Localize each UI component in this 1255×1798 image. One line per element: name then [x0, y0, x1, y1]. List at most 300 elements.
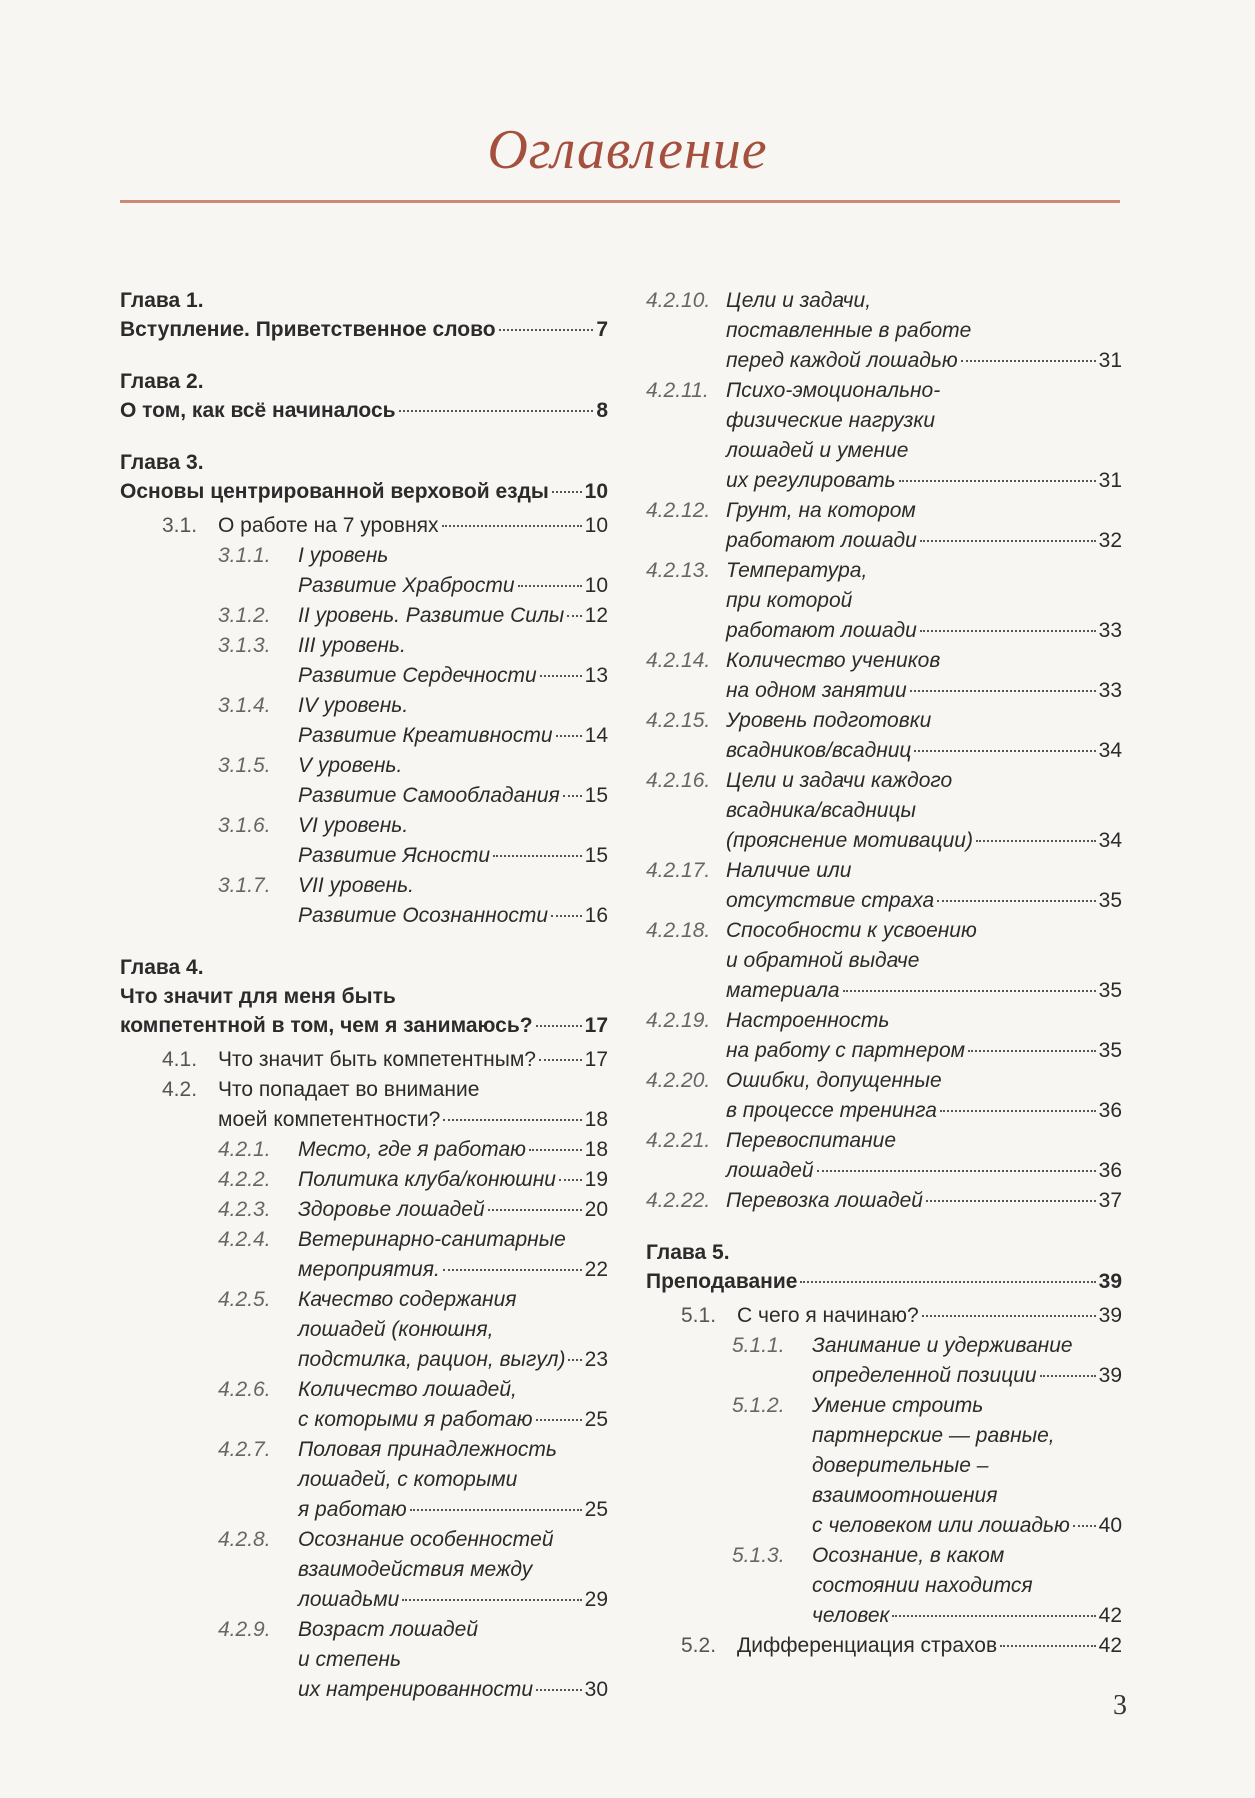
toc-entry-body	[726, 916, 1122, 1006]
toc-entry[interactable]	[646, 1331, 1122, 1391]
toc-entry-line	[298, 1165, 608, 1195]
dot-leader	[399, 410, 594, 412]
toc-entry-body	[298, 691, 608, 751]
toc-entry[interactable]	[646, 1126, 1122, 1186]
toc-entry-line: Температура,	[726, 559, 868, 582]
toc-entry-line: лошадей (конюшня,	[298, 1318, 494, 1341]
toc-entry[interactable]	[120, 631, 608, 691]
toc-page-number: 42	[1098, 1634, 1122, 1657]
toc-entry-number: 4.2.15.	[646, 709, 711, 732]
toc-entry-line: Качество содержания	[298, 1288, 517, 1311]
toc-entry-text: Политика клуба/конюшни	[298, 1168, 556, 1191]
toc-entry-text: Развитие Осознанности	[298, 904, 549, 927]
toc-entry-number: 4.2.18.	[646, 919, 711, 942]
toc-entry[interactable]	[646, 1066, 1122, 1126]
dot-leader	[536, 1419, 582, 1421]
toc-entry-line: физические нагрузки	[726, 409, 936, 432]
toc-entry-text: перед каждой лошадью	[726, 349, 958, 372]
toc-entry-number: 3.1.2.	[218, 604, 271, 627]
toc-entry-number: 3.1.1.	[218, 544, 271, 567]
toc-entry[interactable]	[646, 1006, 1122, 1066]
toc-entry-text: их натренированности	[298, 1678, 534, 1701]
dot-leader	[442, 525, 582, 527]
toc-entry-line: Грунт, на котором	[726, 499, 916, 522]
toc-entry-line	[812, 1361, 1122, 1391]
toc-entry-body	[298, 541, 608, 601]
toc-entry[interactable]	[646, 496, 1122, 556]
toc-entry-text: подстилка, рацион, выгул)	[298, 1348, 566, 1371]
toc-entry-text: с которыми я работаю	[298, 1408, 533, 1431]
toc-page-number: 10	[584, 480, 608, 503]
toc-entry[interactable]	[646, 1541, 1122, 1631]
chapter-title-line	[120, 315, 608, 345]
toc-entry-text: Здоровье лошадей	[298, 1198, 485, 1221]
toc-entry[interactable]	[120, 1435, 608, 1525]
toc-entry-number: 4.2.	[162, 1078, 198, 1101]
toc-entry-line	[726, 736, 1122, 766]
toc-entry-body	[298, 1165, 608, 1195]
dot-leader	[488, 1209, 582, 1211]
toc-entry[interactable]	[646, 286, 1122, 376]
toc-entry-line: поставленные в работе	[726, 319, 972, 342]
toc-entry-line: Количество лошадей,	[298, 1378, 517, 1401]
toc-entry-line	[218, 511, 608, 541]
dot-leader	[892, 1615, 1095, 1617]
toc-entry-line	[726, 976, 1122, 1006]
toc-entry-line: VII уровень.	[298, 874, 414, 897]
toc-entry[interactable]	[120, 1615, 608, 1705]
toc-entry-line	[298, 1495, 608, 1525]
toc-entry-line	[298, 601, 608, 631]
toc-entry-text: в процессе тренинга	[726, 1099, 937, 1122]
toc-entry-number: 4.2.6.	[218, 1378, 271, 1401]
toc-entry[interactable]	[646, 1391, 1122, 1541]
toc-chapter[interactable]	[120, 367, 608, 426]
toc-entry-text: я работаю	[298, 1498, 407, 1521]
dot-leader	[552, 491, 582, 493]
toc-entry-line: и обратной выдаче	[726, 949, 920, 972]
toc-entry-line	[726, 676, 1122, 706]
toc-entry-line	[737, 1631, 1122, 1661]
toc-entry-line	[298, 721, 608, 751]
toc-entry-line	[726, 346, 1122, 376]
toc-entry-text: Развитие Самообладания	[298, 784, 560, 807]
chapter-label: Глава 2.	[120, 370, 204, 393]
toc-page-number: 10	[584, 574, 608, 597]
toc-entry-line	[120, 1011, 608, 1041]
toc-page-number: 8	[596, 399, 608, 422]
toc-entry-number: 4.2.12.	[646, 499, 711, 522]
toc-entry-body	[726, 1186, 1122, 1216]
toc-page-number: 18	[584, 1138, 608, 1161]
toc-entry[interactable]	[120, 511, 608, 541]
toc-entry-body	[726, 856, 1122, 916]
toc-entry[interactable]	[120, 601, 608, 631]
toc-entry[interactable]	[120, 871, 608, 931]
toc-entry-line: I уровень	[298, 544, 389, 567]
toc-page-number: 40	[1098, 1514, 1122, 1537]
toc-entry[interactable]	[120, 541, 608, 601]
toc-entry-line: состоянии находится	[812, 1574, 1033, 1597]
toc-entry[interactable]	[120, 1285, 608, 1375]
toc-entry-line	[298, 1585, 608, 1615]
chapter-label: Глава 1.	[120, 289, 204, 312]
toc-page-number: 35	[1098, 979, 1122, 1002]
dot-leader	[563, 795, 582, 797]
toc-page-number: 10	[584, 514, 608, 537]
toc-entry-line: Психо-эмоционально-	[726, 379, 941, 402]
dot-leader	[443, 1119, 581, 1121]
toc-entry-line: Ошибки, допущенные	[726, 1069, 942, 1092]
toc-entry-line	[726, 1036, 1122, 1066]
toc-entry-text: лошадьми	[298, 1588, 400, 1611]
toc-entry-line	[120, 396, 608, 426]
toc-entry[interactable]	[120, 751, 608, 811]
dot-leader	[1073, 1525, 1096, 1527]
toc-entry-line	[737, 1301, 1122, 1331]
toc-entry-number: 4.2.21.	[646, 1129, 711, 1152]
toc-entry-text: II уровень. Развитие Силы	[298, 604, 565, 627]
toc-entry-body	[726, 646, 1122, 706]
toc-entry-line	[298, 841, 608, 871]
toc-entry-body	[298, 1375, 608, 1435]
toc-entry-line	[218, 1045, 608, 1075]
toc-entry-line	[726, 616, 1122, 646]
toc-entry-body	[726, 1006, 1122, 1066]
dot-leader	[800, 1281, 1095, 1283]
toc-entry-line: Цели и задачи каждого	[726, 769, 953, 792]
toc-entry-body	[298, 1615, 608, 1705]
toc-entry-line	[726, 526, 1122, 556]
toc-page-number: 14	[584, 724, 608, 747]
toc-entry-body	[737, 1301, 1122, 1331]
toc-entry-number: 5.1.3.	[732, 1544, 785, 1567]
toc-entry[interactable]	[646, 646, 1122, 706]
toc-entry[interactable]	[646, 556, 1122, 646]
toc-entry-number: 5.1.1.	[732, 1334, 785, 1357]
toc-entry-body	[218, 1045, 608, 1075]
chapter-title-line	[120, 1011, 608, 1041]
toc-entry-body	[726, 1126, 1122, 1186]
toc-page-number: 15	[584, 784, 608, 807]
toc-entry-body	[298, 1225, 608, 1285]
toc-entry-text: на одном занятии	[726, 679, 907, 702]
toc-entry-line	[298, 1195, 608, 1225]
toc-entry[interactable]	[646, 766, 1122, 856]
toc-entry-body	[298, 1195, 608, 1225]
toc-entry-line: Умение строить	[812, 1394, 984, 1417]
toc-entry[interactable]	[120, 1075, 608, 1135]
toc-entry-line	[726, 466, 1122, 496]
toc-entry-number: 3.1.6.	[218, 814, 271, 837]
toc-entry-line: Осознание особенностей	[298, 1528, 554, 1551]
toc-entry-line	[218, 1105, 608, 1135]
dot-leader	[551, 915, 582, 917]
toc-chapter[interactable]	[120, 953, 608, 1041]
dot-leader	[922, 1315, 1096, 1317]
toc-entry-text: О работе на 7 уровнях	[218, 514, 439, 537]
page-title: Оглавление	[487, 119, 768, 181]
toc-entry[interactable]	[646, 916, 1122, 1006]
toc-page-number: 17	[584, 1048, 608, 1071]
toc-entry-line	[298, 661, 608, 691]
toc-entry-line	[726, 1096, 1122, 1126]
toc-page-number: 35	[1098, 1039, 1122, 1062]
dot-leader	[536, 1689, 582, 1691]
toc-page-number: 37	[1098, 1189, 1122, 1212]
dot-leader	[540, 675, 582, 677]
toc-entry-body	[298, 871, 608, 931]
toc-page-number: 25	[584, 1498, 608, 1521]
toc-entry-number: 4.2.5.	[218, 1288, 271, 1311]
toc-entry-text: лошадей	[726, 1159, 814, 1182]
dot-leader	[529, 1149, 582, 1151]
toc-entry-line	[298, 781, 608, 811]
toc-entry-number: 4.2.9.	[218, 1618, 271, 1641]
toc-entry[interactable]	[646, 376, 1122, 496]
dot-leader	[910, 690, 1096, 692]
toc-entry[interactable]	[120, 691, 608, 751]
toc-entry-line: и степень	[298, 1648, 402, 1671]
toc-entry-number: 4.2.4.	[218, 1228, 271, 1251]
dot-leader	[920, 630, 1096, 632]
toc-entry-line	[298, 1675, 608, 1705]
toc-entry-text: отсутствие страха	[726, 889, 935, 912]
chapter-title-line	[120, 477, 608, 507]
toc-page-number: 33	[1098, 679, 1122, 702]
toc-entry-text: всадников/всадниц	[726, 739, 912, 762]
toc-entry-line: Настроенность	[726, 1009, 890, 1032]
toc-entry-text: Развитие Ясности	[298, 844, 491, 867]
toc-entry-line	[298, 1135, 608, 1165]
toc-entry[interactable]	[646, 1631, 1122, 1661]
dot-leader	[937, 900, 1095, 902]
dot-leader	[961, 360, 1096, 362]
toc-entry[interactable]	[120, 1135, 608, 1165]
toc-entry[interactable]	[120, 1165, 608, 1195]
toc-entry-line: Цели и задачи,	[726, 289, 872, 312]
toc-entry-text: О том, как всё начиналось	[120, 399, 396, 422]
toc-entry-line	[812, 1601, 1122, 1631]
toc-entry-line: IV уровень.	[298, 694, 409, 717]
dot-leader	[899, 480, 1096, 482]
toc-entry-line: Перевоспитание	[726, 1129, 897, 1152]
dot-leader	[1000, 1645, 1096, 1647]
toc-entry-line: Способности к усвоению	[726, 919, 977, 942]
toc-entry-text: Что значит быть компетентным?	[218, 1048, 536, 1071]
toc-entry[interactable]	[120, 1225, 608, 1285]
toc-entry-body	[812, 1331, 1122, 1391]
toc-entry-number: 4.2.17.	[646, 859, 711, 882]
toc-entry-line: Занимание и удерживание	[812, 1334, 1073, 1357]
dot-leader	[539, 1059, 582, 1061]
toc-entry-body	[812, 1541, 1122, 1631]
toc-entry-line	[726, 886, 1122, 916]
toc-entry-line	[298, 901, 608, 931]
toc-entry-body	[298, 1135, 608, 1165]
toc-entry-number: 3.1.3.	[218, 634, 271, 657]
toc-entry[interactable]	[646, 706, 1122, 766]
toc-entry-body	[737, 1631, 1122, 1661]
toc-entry-line: Половая принадлежность	[298, 1438, 557, 1461]
dot-leader	[443, 1269, 582, 1271]
toc-entry-text: человек	[812, 1604, 890, 1627]
toc-entry-number: 4.2.7.	[218, 1438, 271, 1461]
page-number: 3	[1113, 1690, 1127, 1721]
dot-leader	[843, 990, 1096, 992]
toc-entry-text: Развитие Сердечности	[298, 664, 537, 687]
toc-entry-body	[726, 766, 1122, 856]
toc-entry-number: 4.2.3.	[218, 1198, 271, 1221]
toc-entry-text: работают лошади	[726, 529, 917, 552]
toc-entry-text: компетентной в том, чем я занимаюсь?	[120, 1014, 533, 1037]
toc-page-number: 30	[584, 1678, 608, 1701]
dot-leader	[920, 540, 1096, 542]
dot-leader	[976, 840, 1096, 842]
toc-chapter[interactable]	[646, 1238, 1122, 1297]
toc-entry-body	[298, 631, 608, 691]
toc-entry-text: на работу с партнером	[726, 1039, 966, 1062]
toc-entry-line: Уровень подготовки	[726, 709, 932, 732]
toc-entry-text: Развитие Храбрости	[298, 574, 515, 597]
dot-leader	[559, 1179, 582, 1181]
toc-entry-line	[120, 477, 608, 507]
toc-entry-body	[298, 1435, 608, 1525]
toc-entry-line: Количество учеников	[726, 649, 941, 672]
toc-entry-line: при которой	[726, 589, 853, 612]
toc-entry-text: Основы центрированной верховой езды	[120, 480, 549, 503]
toc-entry-line: взаимоотношения	[812, 1484, 998, 1507]
toc-column-right	[646, 286, 1122, 1661]
toc-entry-text: С чего я начинаю?	[737, 1304, 919, 1327]
toc-entry-line: VI уровень.	[298, 814, 409, 837]
chapter-title-line	[120, 396, 608, 426]
toc-page-number: 35	[1098, 889, 1122, 912]
toc-entry-text: Развитие Креативности	[298, 724, 553, 747]
toc-entry-number: 4.2.16.	[646, 769, 711, 792]
toc-entry-number: 4.2.1.	[218, 1138, 271, 1161]
toc-page-number: 31	[1098, 349, 1122, 372]
toc-entry-body	[218, 1075, 608, 1135]
toc-entry[interactable]	[646, 1301, 1122, 1331]
toc-page-number: 12	[584, 604, 608, 627]
dot-leader	[402, 1599, 581, 1601]
toc-entry-text: Преподавание	[646, 1270, 798, 1293]
toc-entry-body	[218, 511, 608, 541]
dot-leader	[518, 585, 582, 587]
toc-entry-number: 4.2.8.	[218, 1528, 271, 1551]
toc-entry-body	[726, 1066, 1122, 1126]
toc-page-number: 16	[584, 904, 608, 927]
toc-entry-number: 3.1.7.	[218, 874, 271, 897]
toc-entry[interactable]	[120, 1195, 608, 1225]
toc-page-number: 31	[1098, 469, 1122, 492]
toc-entry-number: 3.1.5.	[218, 754, 271, 777]
dot-leader	[926, 1200, 1096, 1202]
toc-entry-body	[298, 1285, 608, 1375]
toc-entry-text: мероприятия.	[298, 1258, 440, 1281]
toc-page-number: 7	[596, 318, 608, 341]
toc-entry-number: 3.1.4.	[218, 694, 271, 717]
toc-entry-line	[726, 1156, 1122, 1186]
dot-leader	[410, 1509, 582, 1511]
dot-leader	[817, 1170, 1096, 1172]
dot-leader	[1040, 1375, 1096, 1377]
toc-entry-line	[298, 1405, 608, 1435]
toc-entry[interactable]	[120, 1375, 608, 1435]
toc-page-number: 15	[584, 844, 608, 867]
toc-entry-line: взаимодействия между	[298, 1558, 533, 1581]
toc-entry[interactable]	[646, 1186, 1122, 1216]
toc-entry-line	[298, 1255, 608, 1285]
toc-entry[interactable]	[120, 1525, 608, 1615]
dot-leader	[499, 329, 594, 331]
toc-page-number: 33	[1098, 619, 1122, 642]
toc-entry-number: 4.2.20.	[646, 1069, 711, 1092]
toc-page-number: 18	[584, 1108, 608, 1131]
toc-entry-text: Перевозка лошадей	[726, 1189, 923, 1212]
toc-page-number: 25	[584, 1408, 608, 1431]
toc-page-number: 19	[584, 1168, 608, 1191]
toc-chapter[interactable]	[120, 448, 608, 507]
toc-page-number: 29	[584, 1588, 608, 1611]
toc-entry-body	[726, 496, 1122, 556]
toc-entry-line	[298, 1345, 608, 1375]
toc-entry-body	[726, 286, 1122, 376]
toc-entry[interactable]	[120, 1045, 608, 1075]
toc-entry-line: Осознание, в каком	[812, 1544, 1005, 1567]
toc-page-number: 23	[584, 1348, 608, 1371]
toc-entry-text: материала	[726, 979, 840, 1002]
toc-chapter[interactable]	[120, 286, 608, 345]
chapter-title-line: Что значит для меня быть	[120, 985, 396, 1008]
toc-entry[interactable]	[120, 811, 608, 871]
toc-entry-number: 4.2.10.	[646, 289, 711, 312]
toc-entry-number: 4.2.11.	[646, 379, 709, 402]
toc-entry-text: Вступление. Приветственное слово	[120, 318, 496, 341]
toc-entry-number: 5.2.	[681, 1634, 717, 1657]
toc-entry-line: лошадей и умение	[726, 439, 909, 462]
dot-leader	[556, 735, 582, 737]
toc-entry-number: 4.2.14.	[646, 649, 711, 672]
dot-leader	[536, 1025, 582, 1027]
toc-page-number: 32	[1098, 529, 1122, 552]
toc-entry-text: моей компетентности?	[218, 1108, 441, 1131]
dot-leader	[940, 1110, 1096, 1112]
toc-entry-line	[812, 1511, 1122, 1541]
toc-page-number: 34	[1098, 739, 1122, 762]
toc-entry-number: 4.2.13.	[646, 559, 711, 582]
toc-entry-body	[726, 556, 1122, 646]
toc-page-number: 36	[1098, 1159, 1122, 1182]
toc-entry-body	[298, 601, 608, 631]
title-divider	[120, 200, 1120, 203]
toc-entry-line: Ветеринарно-санитарные	[298, 1228, 566, 1251]
toc-entry-number: 4.2.22.	[646, 1189, 711, 1212]
toc-entry-text: с человеком или лошадью	[812, 1514, 1070, 1537]
toc-entry-number: 4.2.19.	[646, 1009, 711, 1032]
toc-entry-line	[726, 1186, 1122, 1216]
toc-entry[interactable]	[646, 856, 1122, 916]
toc-entry-body	[726, 706, 1122, 766]
toc-entry-line: лошадей, с которыми	[298, 1468, 518, 1491]
toc-entry-number: 4.1.	[162, 1048, 198, 1071]
toc-page-number: 39	[1098, 1364, 1122, 1387]
toc-entry-text: их регулировать	[726, 469, 896, 492]
toc-page-number: 17	[584, 1014, 608, 1037]
toc-entry-number: 5.1.2.	[732, 1394, 785, 1417]
toc-entry-line	[726, 826, 1122, 856]
